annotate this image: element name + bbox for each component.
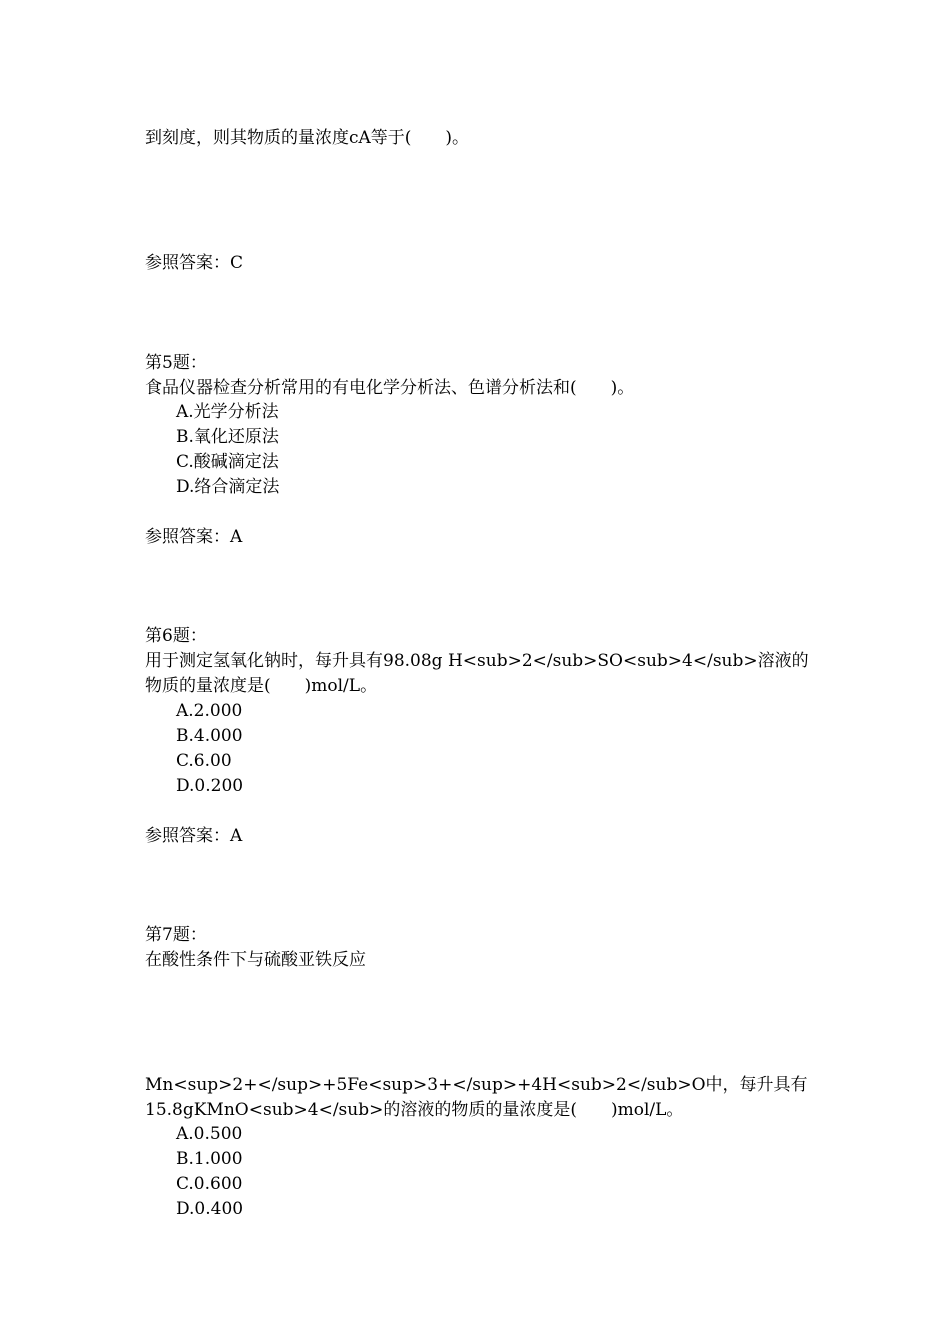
q7-stem-line2: Mn<sup>2+</sup>+5Fe<sup>3+</sup>+4H<sub>2</sub>O中，每升具有 <box>145 1075 808 1095</box>
q7-option-b: B.1.000 <box>176 1149 243 1169</box>
q4-answer: 参照答案：C <box>145 253 244 273</box>
q6-title: 第6题： <box>145 626 207 646</box>
q5-option-b: B.氧化还原法 <box>176 427 279 447</box>
q6-option-b: B.4.000 <box>176 726 243 746</box>
q5-option-c: C.酸碱滴定法 <box>176 452 279 472</box>
q7-stem-line1: 在酸性条件下与硫酸亚铁反应 <box>145 950 366 970</box>
q6-stem-line2: 物质的量浓度是( )mol/L。 <box>145 676 378 696</box>
q6-option-a: A.2.000 <box>176 701 243 721</box>
q5-title: 第5题： <box>145 353 207 373</box>
q5-option-d: D.络合滴定法 <box>176 477 280 497</box>
q4-stem-tail: 到刻度，则其物质的量浓度cA等于( )。 <box>145 128 470 148</box>
q5-stem: 食品仪器检查分析常用的有电化学分析法、色谱分析法和( )。 <box>145 378 635 398</box>
q6-answer: 参照答案：A <box>145 826 243 846</box>
q5-answer: 参照答案：A <box>145 527 243 547</box>
q7-option-c: C.0.600 <box>176 1174 243 1194</box>
q7-stem-line3: 15.8gKMnO<sub>4</sub>的溶液的物质的量浓度是( )mol/L。 <box>145 1100 684 1120</box>
q7-title: 第7题： <box>145 925 207 945</box>
q7-option-d: D.0.400 <box>176 1199 244 1219</box>
q5-option-a: A.光学分析法 <box>176 402 279 422</box>
q6-option-c: C.6.00 <box>176 751 232 771</box>
q6-stem-line1: 用于测定氢氧化钠时，每升具有98.08g H<sub>2</sub>SO<sub>4</sub>溶液的 <box>145 651 809 671</box>
q6-option-d: D.0.200 <box>176 776 244 796</box>
q7-option-a: A.0.500 <box>176 1124 243 1144</box>
